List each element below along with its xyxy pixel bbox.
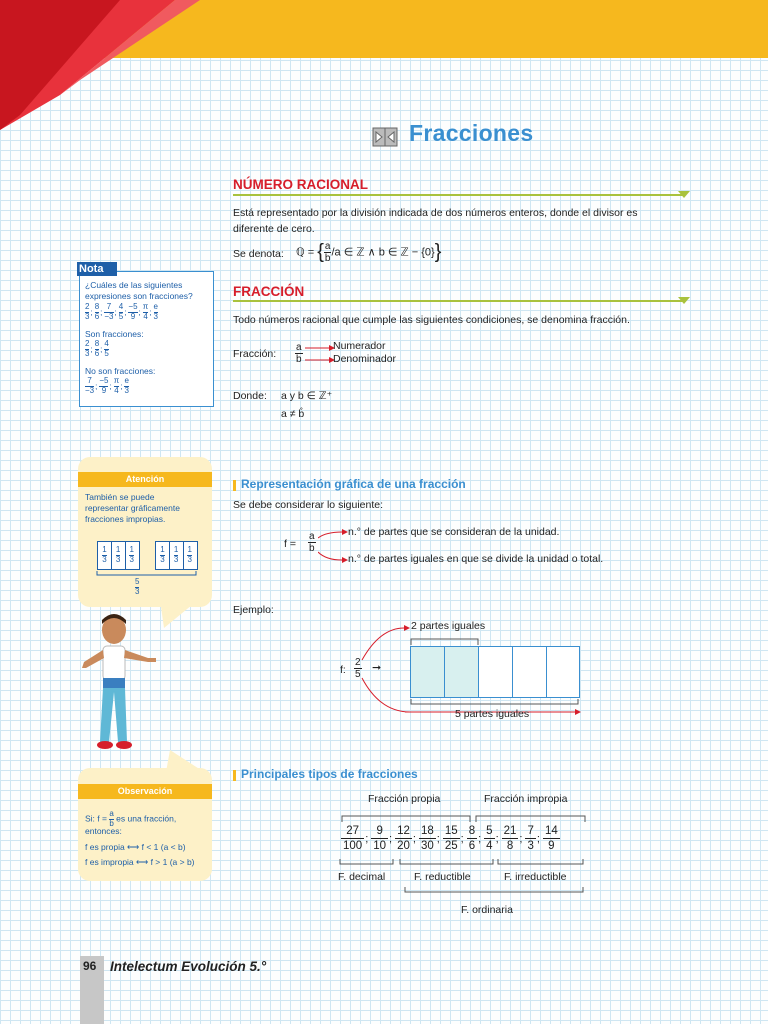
bottom-braces bbox=[338, 857, 588, 869]
fraction-numerator: 7 bbox=[104, 303, 113, 313]
ordinaria-label: F. ordinaria bbox=[461, 904, 513, 916]
fraction-denominator: 3 bbox=[115, 554, 121, 564]
separator: ; bbox=[495, 832, 499, 845]
fraction-numerator: 5 bbox=[486, 825, 493, 837]
numerador-label: Numerador bbox=[333, 340, 386, 352]
fraction-denominator: 6 bbox=[94, 348, 100, 358]
fraction-denominator: 4 bbox=[486, 840, 493, 852]
fraction bbox=[99, 377, 108, 395]
fraction-numerator: a bbox=[109, 809, 114, 818]
observacion-line: entonces: bbox=[85, 826, 122, 836]
fraction-numerator: 7 bbox=[85, 377, 94, 387]
fraction-numerator: 2 bbox=[355, 657, 361, 668]
atencion-heading: Atención bbox=[78, 472, 212, 487]
chevron-down-icon bbox=[678, 297, 690, 304]
chevron-down-icon bbox=[678, 191, 690, 198]
nota-question-line: ¿Cuáles de las siguientes bbox=[85, 280, 183, 290]
fraction-ab bbox=[295, 342, 303, 365]
fraction-denominator: 3 bbox=[129, 554, 134, 564]
fraction-numerator: 4 bbox=[118, 302, 124, 311]
fraction-denominator: 3 bbox=[124, 385, 129, 395]
fraction-denominator: 6 bbox=[468, 840, 476, 852]
fraction bbox=[95, 303, 99, 321]
fraction-numerator: e bbox=[124, 376, 129, 385]
separator: ; bbox=[100, 307, 103, 317]
separator: ; bbox=[95, 381, 98, 391]
fraction bbox=[467, 824, 477, 853]
fraction-denominator: 9 bbox=[130, 311, 136, 321]
fraction-numerator: 8 bbox=[94, 339, 100, 348]
brace-icon bbox=[96, 570, 198, 580]
subheading-marker bbox=[233, 480, 236, 491]
fraction-denominator: b bbox=[324, 253, 331, 264]
observacion-heading: Observación bbox=[78, 784, 212, 799]
fraction-denominator: 3 bbox=[85, 348, 90, 358]
fraction-denominator: 5 bbox=[104, 348, 109, 358]
paragraph-line: Se debe considerar lo siguiente: bbox=[233, 499, 384, 511]
nota-son-label: Son fracciones: bbox=[85, 329, 144, 339]
thirds-box bbox=[155, 541, 198, 570]
paragraph-line: diferente de cero. bbox=[233, 223, 315, 235]
fraction bbox=[128, 303, 137, 321]
fraction-numerator: 1 bbox=[102, 545, 107, 554]
fraction-denominator: 3 bbox=[85, 311, 90, 321]
fraction-denominator: 5 bbox=[118, 311, 124, 321]
observacion-line: f es propia ⟷ f < 1 (a < b) bbox=[85, 842, 186, 852]
separator: ; bbox=[124, 307, 127, 317]
fraction-numerator: 21 bbox=[503, 825, 517, 837]
atencion-line: fracciones impropias. bbox=[85, 514, 166, 524]
atencion-line: También se puede bbox=[85, 492, 155, 502]
fraction-numerator: a bbox=[309, 531, 315, 542]
fraction-denominator: 4 bbox=[114, 385, 119, 395]
arrows-icon bbox=[305, 342, 335, 366]
fraction bbox=[525, 824, 535, 853]
fraction-numerator: 12 bbox=[397, 825, 410, 837]
fraction-denominator: 3 bbox=[527, 840, 534, 852]
fraction-numerator: 14 bbox=[544, 825, 558, 837]
brace-icon bbox=[410, 634, 480, 646]
separator: ; bbox=[365, 832, 369, 845]
fraction bbox=[395, 824, 412, 853]
partes-top-label: 2 partes iguales bbox=[411, 620, 486, 632]
fraction-denominator: −3 bbox=[104, 311, 114, 321]
bar-part bbox=[444, 647, 479, 697]
thirds-box bbox=[97, 541, 140, 570]
separator: ; bbox=[90, 307, 93, 317]
arrow-right-icon: ➞ bbox=[372, 662, 382, 674]
nota-question-line: expresiones son fracciones? bbox=[85, 291, 193, 301]
third-cell bbox=[98, 542, 112, 569]
nota-fraction-row bbox=[85, 340, 109, 358]
separator: ; bbox=[460, 832, 464, 845]
fraction-list bbox=[341, 824, 560, 853]
fraction-numerator: 8 bbox=[468, 825, 476, 837]
separator: ; bbox=[389, 832, 393, 845]
ejemplo-label: Ejemplo: bbox=[233, 604, 274, 616]
fraction bbox=[371, 824, 388, 853]
fraction-denominator: 3 bbox=[135, 586, 140, 596]
section-divider bbox=[233, 194, 683, 196]
bar-part bbox=[512, 647, 547, 697]
section-heading-fraccion: FRACCIÓN bbox=[233, 284, 305, 299]
fraction-denominator: 8 bbox=[506, 840, 514, 852]
fraction-numerator: a bbox=[324, 241, 331, 252]
fraction-numerator: 4 bbox=[104, 339, 109, 348]
subheading-representacion: Representación gráfica de una fracción bbox=[241, 477, 466, 491]
f-equals-label: f = bbox=[284, 538, 296, 550]
separator: ; bbox=[109, 381, 112, 391]
third-cell bbox=[183, 542, 196, 569]
separator: ; bbox=[149, 307, 152, 317]
denota-label: Se denota: bbox=[233, 248, 284, 260]
fraction-numerator: 1 bbox=[160, 545, 165, 554]
fraction bbox=[85, 303, 89, 321]
fraction bbox=[124, 377, 128, 395]
fraction bbox=[419, 824, 436, 853]
fraction bbox=[187, 546, 191, 564]
fraction-numerator: 1 bbox=[187, 545, 192, 554]
fraction-denominator: 6 bbox=[94, 311, 100, 321]
fraction-numerator: 1 bbox=[115, 545, 121, 554]
nota-fraction-row bbox=[85, 377, 129, 395]
fraction bbox=[104, 303, 113, 321]
section-heading-numero-racional: NÚMERO RACIONAL bbox=[233, 177, 368, 192]
fraction-denominator: 20 bbox=[397, 840, 410, 852]
speech-tail bbox=[160, 600, 200, 630]
fraccion-label: Fracción: bbox=[233, 348, 277, 360]
fraction-denominator: b bbox=[109, 818, 114, 828]
set-condition: /a ∈ ℤ ∧ b ∈ ℤ − {0} bbox=[331, 246, 435, 259]
fraction-numerator: π bbox=[113, 376, 120, 385]
example-f-label: f: bbox=[340, 664, 346, 676]
fraction-denominator: 5 bbox=[355, 669, 361, 680]
book-icon bbox=[372, 126, 398, 148]
fraction bbox=[543, 824, 560, 853]
fraction-numerator: a bbox=[296, 342, 302, 353]
donde-condition-2: a ≠ b̊ bbox=[281, 408, 305, 420]
fraction-bar-diagram bbox=[410, 646, 580, 698]
numerator-description: n.° de partes que se consideran de la unidad. bbox=[348, 526, 560, 538]
book-title: Intelectum Evolución 5.° bbox=[110, 959, 267, 974]
set-symbol: ℚ bbox=[296, 246, 305, 259]
top-braces bbox=[340, 808, 590, 824]
fraction bbox=[502, 824, 519, 853]
fraction-numerator: 15 bbox=[444, 825, 458, 837]
fraction-numerator: e bbox=[153, 302, 158, 311]
fraction-numerator: 18 bbox=[420, 825, 434, 837]
section-divider bbox=[233, 300, 683, 302]
fraction-denominator: b bbox=[309, 543, 315, 554]
fraction bbox=[142, 302, 152, 321]
third-cell bbox=[156, 542, 170, 569]
separator: ; bbox=[114, 307, 117, 317]
page-title: Fracciones bbox=[409, 120, 534, 146]
separator: ; bbox=[90, 344, 93, 354]
subheading-tipos: Principales tipos de fracciones bbox=[241, 767, 418, 781]
fraction-denominator: 9 bbox=[101, 385, 107, 395]
nota-no-son-label: No son fracciones: bbox=[85, 366, 156, 376]
nota-fraction-row bbox=[85, 303, 158, 321]
header-red-corner bbox=[0, 0, 200, 135]
separator: ; bbox=[536, 832, 540, 845]
third-cell bbox=[112, 542, 126, 569]
fraction-numerator: 2 bbox=[85, 339, 90, 348]
fraction-denominator: 100 bbox=[343, 840, 363, 852]
fraction bbox=[104, 340, 108, 358]
fraction bbox=[85, 340, 89, 358]
fraction-numerator: 7 bbox=[527, 825, 534, 837]
fraction-denominator: −3 bbox=[85, 385, 95, 395]
fraction-ab bbox=[308, 531, 316, 554]
separator: ; bbox=[120, 381, 123, 391]
fraction bbox=[174, 546, 178, 564]
separator: ; bbox=[436, 832, 440, 845]
fraction-numerator: −5 bbox=[128, 302, 138, 311]
fraction bbox=[341, 824, 364, 853]
obs-text: es una fracción, bbox=[116, 813, 177, 824]
fraction-numerator: 5 bbox=[135, 577, 140, 586]
fraction-denominator: 25 bbox=[444, 840, 458, 852]
fraction-denominator: 9 bbox=[548, 840, 555, 852]
denominator-description: n.° de partes iguales en que se divide la unidad o total. bbox=[348, 553, 604, 565]
bar-part bbox=[478, 647, 513, 697]
bar-part bbox=[411, 647, 445, 697]
fraction-numerator: 1 bbox=[173, 545, 179, 554]
separator: ; bbox=[519, 832, 523, 845]
curved-arrows-icon bbox=[318, 528, 348, 568]
fraction-numerator: −5 bbox=[99, 376, 109, 385]
partes-bottom-label: 5 partes iguales bbox=[455, 708, 530, 720]
student-illustration bbox=[76, 612, 166, 762]
fraction bbox=[484, 824, 494, 853]
page-number-tab bbox=[80, 956, 104, 1024]
separator: ; bbox=[478, 832, 482, 845]
impropia-label: Fracción impropia bbox=[484, 793, 568, 805]
equals-sign: = bbox=[307, 246, 315, 259]
rational-set-formula: ℚ = { $\frac{a}{b}$ /a ∈ ℤ ∧ b ∈ ℤ − {0}} bbox=[296, 241, 442, 264]
subheading-marker bbox=[233, 770, 236, 781]
fraction-numerator: 8 bbox=[94, 302, 100, 311]
fraction-numerator: 1 bbox=[129, 545, 134, 554]
fraction-numerator: 9 bbox=[371, 824, 388, 839]
fraction bbox=[443, 824, 460, 853]
fraction bbox=[102, 546, 106, 564]
decimal-label: F. decimal bbox=[338, 871, 386, 883]
ordinaria-brace bbox=[403, 885, 588, 897]
fraction bbox=[129, 546, 133, 564]
donde-condition-1: a y b ∈ ℤ⁺ bbox=[281, 390, 333, 402]
fraction-denominator: b bbox=[296, 354, 302, 365]
fraction-numerator: 2 bbox=[85, 302, 90, 311]
fraction-denominator: 3 bbox=[153, 311, 158, 321]
fraction bbox=[116, 546, 120, 564]
fraction bbox=[154, 303, 158, 321]
result-fraction bbox=[135, 578, 139, 596]
fraction-denominator: 3 bbox=[173, 554, 179, 564]
denominador-label: Denominador bbox=[333, 353, 397, 365]
speech-tail bbox=[166, 750, 206, 772]
fraction-denominator: 3 bbox=[102, 554, 107, 564]
fraction-denominator: 10 bbox=[373, 840, 387, 852]
obs-text: Si: f = bbox=[85, 813, 107, 824]
reductible-label: F. reductible bbox=[414, 871, 471, 883]
fraction bbox=[95, 340, 99, 358]
third-cell bbox=[125, 542, 138, 569]
third-cell bbox=[170, 542, 184, 569]
separator: ; bbox=[100, 344, 103, 354]
observacion-line: f es impropia ⟷ f > 1 (a > b) bbox=[85, 857, 195, 867]
fraction-denominator: 3 bbox=[160, 554, 165, 564]
propia-label: Fracción propia bbox=[368, 793, 441, 805]
paragraph-line: Todo números racional que cumple las siguientes condiciones, se denomina fracción. bbox=[233, 314, 630, 326]
fraction-denominator: 4 bbox=[143, 311, 148, 321]
fraction bbox=[119, 303, 123, 321]
fraction-numerator: π bbox=[142, 302, 149, 311]
fraction-denominator: 30 bbox=[420, 840, 434, 852]
fraction bbox=[160, 546, 164, 564]
fraction-denominator: 3 bbox=[187, 554, 192, 564]
donde-label: Donde: bbox=[233, 390, 267, 402]
page-number: 96 bbox=[83, 959, 97, 973]
fraction-numerator: 27 bbox=[341, 824, 364, 839]
irreductible-label: F. irreductible bbox=[504, 871, 567, 883]
paragraph-line: Está representado por la división indicada de dos números enteros, donde el divisor es bbox=[233, 207, 638, 219]
separator: ; bbox=[412, 832, 416, 845]
fraction bbox=[113, 376, 123, 395]
fraction bbox=[85, 377, 94, 395]
atencion-line: representar gráficamente bbox=[85, 503, 180, 513]
nota-tab: Nota bbox=[77, 262, 117, 276]
separator: ; bbox=[138, 307, 141, 317]
